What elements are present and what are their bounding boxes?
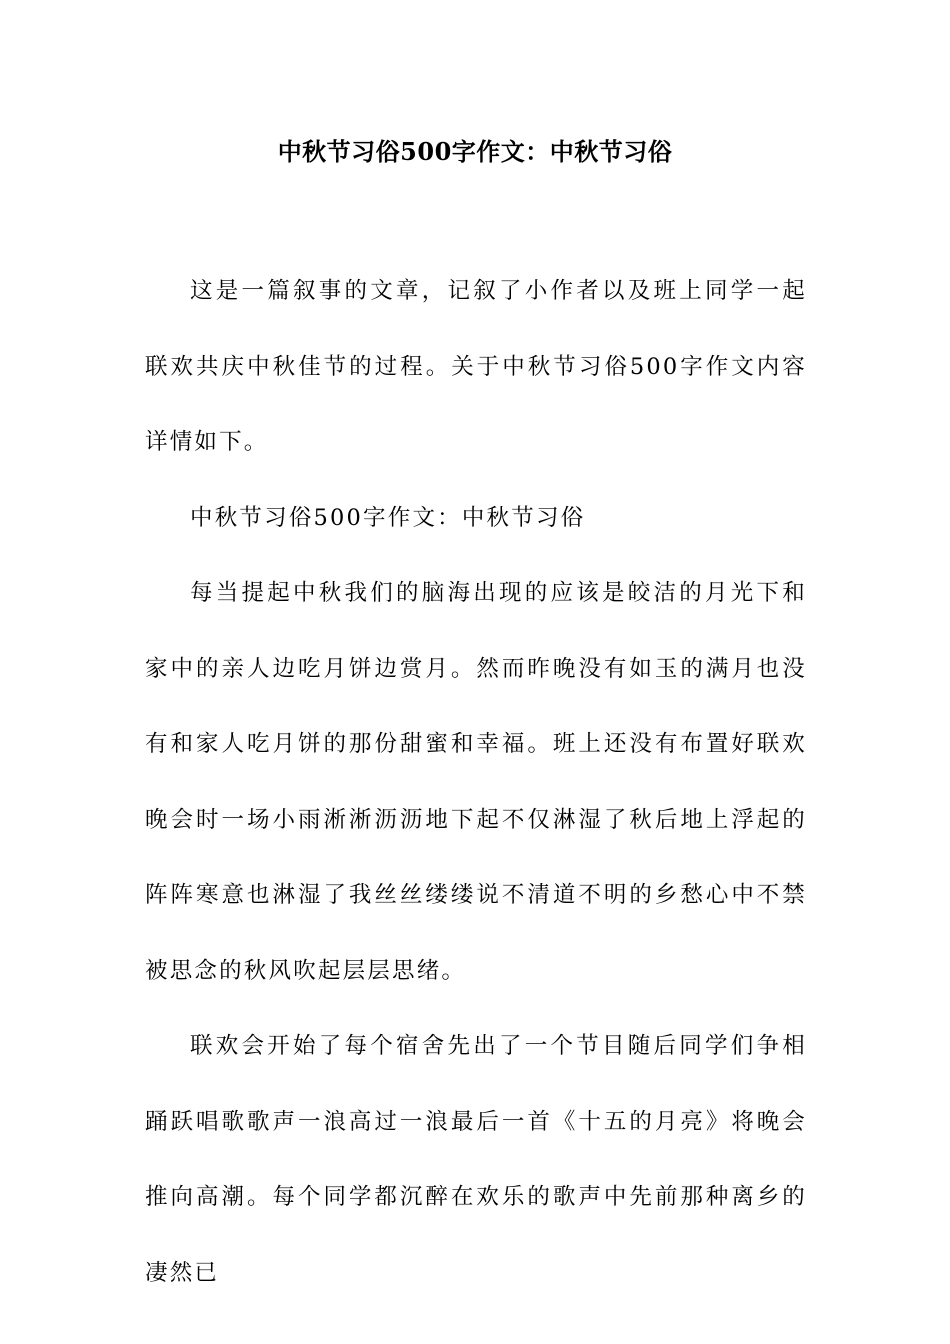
document-body	[145, 254, 807, 1311]
paragraph-body-1: 每当提起中秋我们的脑海出现的应该是皎洁的月光下和家中的亲人边吃月饼边赏月。然而昨晚没有如玉的满月也没有和家人吃月饼的那份甜蜜和幸福。班上还没有布置好联欢晚会时一场小雨淅淅沥沥地下起不仅淋湿了秋后地上浮起的阵阵寒意也淋湿了我丝丝缕缕说不清道不明的乡愁心中不禁被思念的秋风吹起层层思绪。	[145, 580, 807, 984]
paragraph-intro: 这是一篇叙事的文章，记叙了小作者以及班上同学一起联欢共庆中秋佳节的过程。关于中秋节习俗500字作文内容详情如下。	[145, 278, 807, 455]
paragraph-subtitle: 中秋节习俗500字作文：中秋节习俗	[190, 504, 586, 531]
paragraph-body-2: 联欢会开始了每个宿舍先出了一个节目随后同学们争相踊跃唱歌歌声一浪高过一浪最后一首《十五的月亮》将晚会推向高潮。每个同学都沉醉在欢乐的歌声中先前那种离乡的凄然已	[145, 1033, 807, 1286]
document-title: 中秋节习俗500字作文：中秋节习俗	[277, 137, 673, 166]
